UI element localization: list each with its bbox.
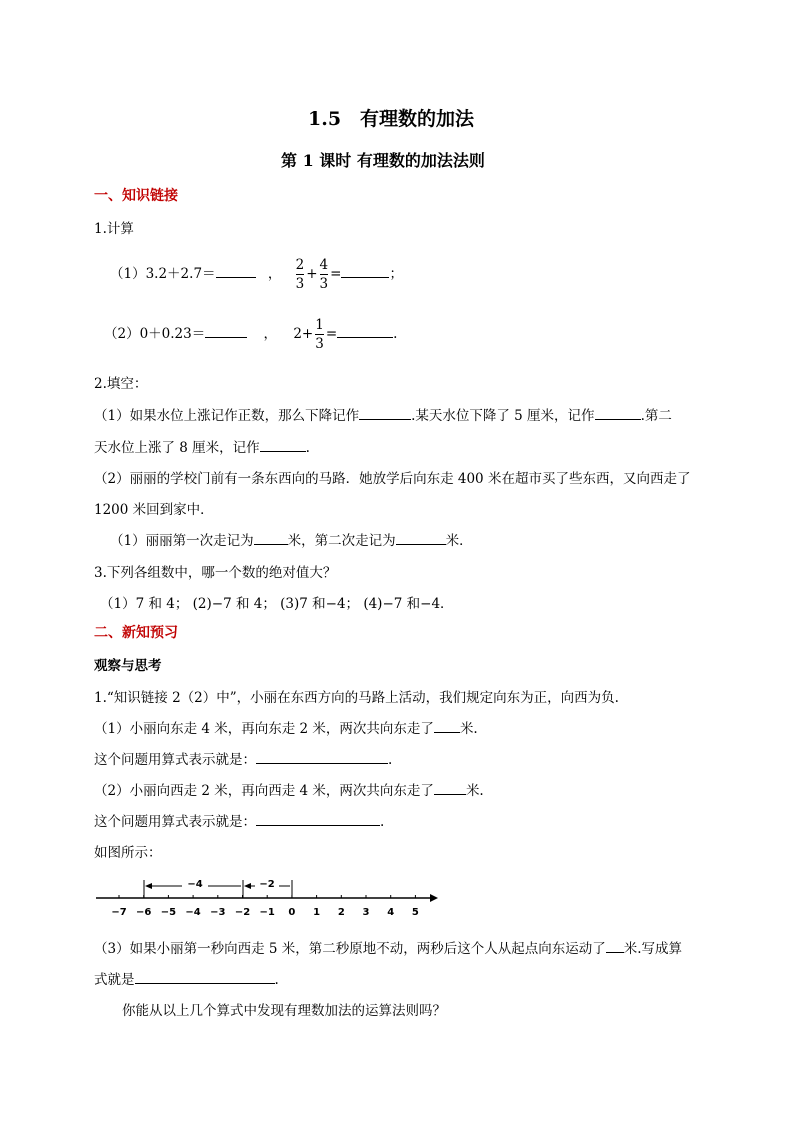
- p5-text-a: 这个问题用算式表示就是：: [94, 814, 256, 830]
- q2-line3: （2）丽丽的学校门前有一条东西向的马路．她放学后向东走 400 米在超市买了些东西，又向西走了: [94, 471, 691, 487]
- row-end: .: [393, 326, 398, 342]
- answer-blank[interactable]: [595, 405, 641, 420]
- number-line-figure: [92, 872, 442, 922]
- q2-line5: [110, 529, 473, 549]
- q2-line5-text-c: 米．: [445, 533, 473, 549]
- answer-blank[interactable]: [359, 405, 411, 420]
- arrowhead-left-icon: [244, 883, 251, 889]
- section-heading-knowledge-link: 一、知识链接: [94, 188, 178, 204]
- q3-options: （1）7 和 4； (2)−7 和 4； (3)7 和−4； (4)−7 和−4．: [100, 596, 454, 612]
- tick-label: −2: [234, 907, 251, 918]
- p3: [94, 748, 392, 768]
- q2-line1-text-b: .某天水位下降了 5 厘米，记作: [411, 408, 595, 424]
- answer-blank[interactable]: [256, 749, 388, 764]
- q2-line2-text-b: .: [305, 440, 310, 456]
- section-heading-new-knowledge: 二、新知预习: [94, 625, 178, 641]
- p2: [94, 717, 478, 737]
- fraction-numerator: 2: [295, 257, 305, 273]
- q1-row2: [104, 316, 397, 353]
- tick-label: 2: [337, 907, 345, 918]
- arrowhead-left-icon: [145, 883, 152, 889]
- answer-blank[interactable]: [434, 780, 466, 795]
- plus-sign: +: [306, 266, 318, 282]
- q2-line5-text-b: 米，第二次走记为: [287, 533, 396, 549]
- p6: 如图所示：: [94, 845, 162, 861]
- answer-blank[interactable]: [135, 969, 275, 984]
- tick-label: 0: [288, 907, 296, 918]
- answer-blank[interactable]: [254, 530, 288, 545]
- q3-label: 3.下列各组数中，哪一个数的绝对值大？: [94, 565, 337, 581]
- fraction-numerator: 1: [315, 317, 324, 333]
- tick-label: 1: [313, 907, 321, 918]
- fraction-denominator: 3: [315, 336, 324, 352]
- fraction-4-3: [320, 256, 329, 293]
- tick-label: 3: [362, 907, 370, 918]
- q2-line5-text-a: （1）丽丽第一次走记为: [110, 533, 254, 549]
- p2-text-b: 米.: [459, 721, 478, 737]
- answer-blank[interactable]: [606, 938, 624, 953]
- separator: ，: [267, 266, 282, 282]
- page-subtitle: 第 1 课时 有理数的加法法则: [281, 151, 485, 170]
- p1: 1.“知识链接 2（2）中”，小丽在东西方向的马路上活动，我们规定向东为正，向西为负.: [94, 690, 619, 706]
- p5: [94, 810, 384, 830]
- p3-text-a: 这个问题用算式表示就是：: [94, 752, 256, 768]
- p7: [94, 937, 682, 957]
- fraction-denominator: 3: [319, 276, 329, 292]
- page-title: 1.5 有理数的加法: [308, 108, 475, 130]
- fraction-2-3: [296, 256, 305, 293]
- tick-label: 5: [411, 907, 419, 918]
- answer-blank[interactable]: [256, 811, 380, 826]
- fraction-denominator: 3: [295, 276, 305, 292]
- p7-text-a: （3）如果小丽第一秒向西走 5 米，第二秒原地不动，两秒后这个人从起点向东运动了: [94, 941, 606, 957]
- answer-blank[interactable]: [260, 437, 306, 452]
- q1-row1-expr: （1）3.2＋2.7＝: [110, 266, 216, 282]
- fraction-numerator: 4: [319, 257, 329, 273]
- q1-row1: [110, 256, 403, 293]
- p2-text-a: （1）小丽向东走 4 米，再向东走 2 米，两次共向东走了: [94, 721, 434, 737]
- p4: [94, 779, 484, 799]
- axis-arrow-icon: [430, 894, 438, 902]
- p5-text-b: .: [380, 814, 385, 830]
- answer-blank[interactable]: [434, 718, 460, 733]
- q2-label: 2.填空：: [94, 376, 148, 392]
- q1-row2-expr-b: 2+: [293, 326, 314, 342]
- p3-text-b: .: [388, 752, 393, 768]
- label-minus-4: −4: [187, 879, 203, 890]
- tick-label: −3: [210, 907, 226, 918]
- p8-text-a: 式就是: [94, 972, 135, 988]
- q2-line1-text-c: .第二: [640, 408, 672, 424]
- subheading-observe-think: 观察与思考: [94, 658, 162, 674]
- p4-text-a: （2）小丽向西走 2 米，再向西走 4 米，两次共向东走了: [94, 783, 434, 799]
- tick-label: 4: [387, 907, 395, 918]
- q2-line2-text-a: 天水位上涨了 8 厘米，记作: [94, 440, 260, 456]
- p8-text-b: .: [274, 972, 279, 988]
- q2-line1: [94, 404, 672, 424]
- tick-label: −4: [185, 907, 201, 918]
- label-minus-2: −2: [259, 879, 275, 890]
- tick-label: −7: [111, 907, 127, 918]
- fraction-1-3: [315, 316, 324, 353]
- equals-sign: =: [325, 326, 338, 342]
- q2-line4: 1200 米回到家中．: [94, 502, 214, 518]
- tick-label: −5: [160, 907, 177, 918]
- equals-sign: =: [330, 266, 342, 282]
- q1-row2-expr: （2）0＋0.23＝: [104, 326, 206, 342]
- p8: [94, 968, 279, 988]
- answer-blank[interactable]: [337, 323, 393, 338]
- answer-blank[interactable]: [396, 530, 446, 545]
- separator: ，: [263, 326, 278, 342]
- row-end: ；: [389, 266, 403, 282]
- answer-blank[interactable]: [216, 263, 256, 278]
- answer-blank[interactable]: [341, 263, 389, 278]
- answer-blank[interactable]: [205, 323, 247, 338]
- p4-text-b: 米.: [465, 783, 484, 799]
- q2-line1-text-a: （1）如果水位上涨记作正数，那么下降记作: [94, 408, 360, 424]
- tick-label: −1: [259, 907, 275, 918]
- p9: 你能从以上几个算式中发现有理数加法的运算法则吗？: [122, 1003, 446, 1019]
- q2-line2: [94, 436, 310, 456]
- q1-label: 1.计算: [94, 221, 134, 237]
- p7-text-b: 米.写成算: [623, 941, 683, 957]
- tick-label: −6: [136, 907, 152, 918]
